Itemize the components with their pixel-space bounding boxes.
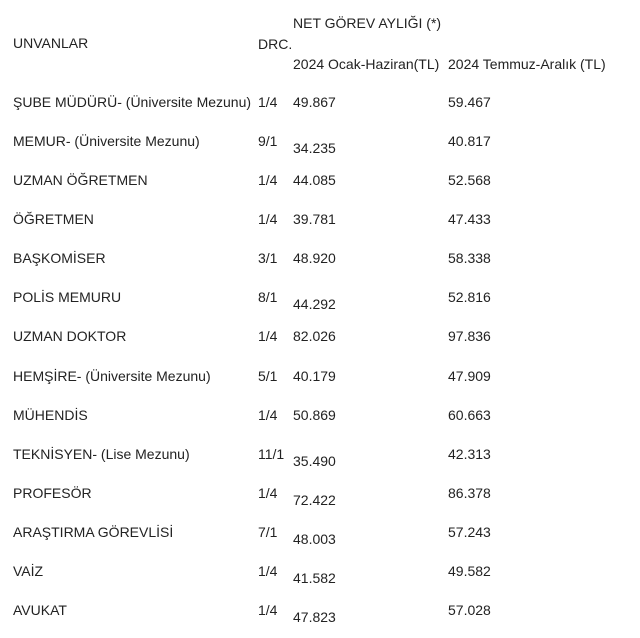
row-salary-period-2: 52.568 [448, 172, 491, 188]
row-title: TEKNİSYEN- (Lise Mezunu) [13, 446, 190, 462]
row-salary-period-1: 41.582 [293, 570, 336, 586]
row-grade: 1/4 [258, 94, 278, 110]
row-salary-period-2: 47.909 [448, 368, 491, 384]
row-title: ARAŞTIRMA GÖREVLİSİ [13, 524, 174, 540]
row-title: MEMUR- (Üniversite Mezunu) [13, 133, 200, 149]
column-header-period-2: 2024 Temmuz-Aralık (TL) [448, 56, 606, 72]
row-grade: 7/1 [258, 524, 278, 540]
row-salary-period-2: 86.378 [448, 485, 491, 501]
row-salary-period-1: 47.823 [293, 609, 336, 625]
column-header-grade: DRC. [258, 36, 293, 52]
row-salary-period-2: 49.582 [448, 563, 491, 579]
row-salary-period-2: 97.836 [448, 328, 491, 344]
row-salary-period-1: 50.869 [293, 407, 336, 423]
row-salary-period-1: 35.490 [293, 453, 336, 469]
row-salary-period-2: 60.663 [448, 407, 491, 423]
row-salary-period-2: 57.243 [448, 524, 491, 540]
row-salary-period-1: 48.003 [293, 531, 336, 547]
column-group-header: NET GÖREV AYLIĞI (*) [293, 15, 442, 31]
row-grade: 9/1 [258, 133, 278, 149]
row-title: UZMAN ÖĞRETMEN [13, 172, 148, 188]
row-grade: 1/4 [258, 485, 278, 501]
row-title: MÜHENDİS [13, 407, 88, 423]
row-salary-period-1: 39.781 [293, 211, 336, 227]
row-grade: 3/1 [258, 250, 278, 266]
row-salary-period-2: 58.338 [448, 250, 491, 266]
row-title: ŞUBE MÜDÜRÜ- (Üniversite Mezunu) [13, 94, 252, 110]
row-salary-period-1: 44.292 [293, 296, 336, 312]
column-header-period-1: 2024 Ocak-Haziran(TL) [293, 56, 440, 72]
row-title: VAİZ [13, 563, 44, 579]
row-salary-period-1: 34.235 [293, 140, 336, 156]
row-title: HEMŞİRE- (Üniversite Mezunu) [13, 368, 211, 384]
row-salary-period-1: 49.867 [293, 94, 336, 110]
row-grade: 1/4 [258, 328, 278, 344]
row-grade: 11/1 [258, 446, 285, 462]
row-salary-period-2: 42.313 [448, 446, 491, 462]
row-grade: 1/4 [258, 602, 278, 618]
row-title: AVUKAT [13, 602, 67, 618]
row-salary-period-1: 48.920 [293, 250, 336, 266]
row-salary-period-2: 59.467 [448, 94, 491, 110]
row-title: POLİS MEMURU [13, 289, 122, 305]
row-title: UZMAN DOKTOR [13, 328, 127, 344]
row-salary-period-1: 40.179 [293, 368, 336, 384]
row-salary-period-1: 72.422 [293, 492, 336, 508]
row-grade: 1/4 [258, 211, 278, 227]
row-salary-period-2: 52.816 [448, 289, 491, 305]
row-salary-period-2: 40.817 [448, 133, 491, 149]
column-header-title: UNVANLAR [13, 35, 89, 51]
row-grade: 5/1 [258, 368, 278, 384]
row-title: PROFESÖR [13, 485, 92, 501]
row-salary-period-1: 44.085 [293, 172, 336, 188]
row-grade: 1/4 [258, 407, 278, 423]
row-title: BAŞKOMİSER [13, 250, 106, 266]
row-salary-period-2: 47.433 [448, 211, 491, 227]
row-grade: 8/1 [258, 289, 278, 305]
row-salary-period-1: 82.026 [293, 328, 336, 344]
row-grade: 1/4 [258, 563, 278, 579]
row-salary-period-2: 57.028 [448, 602, 491, 618]
row-title: ÖĞRETMEN [13, 211, 94, 227]
row-grade: 1/4 [258, 172, 278, 188]
